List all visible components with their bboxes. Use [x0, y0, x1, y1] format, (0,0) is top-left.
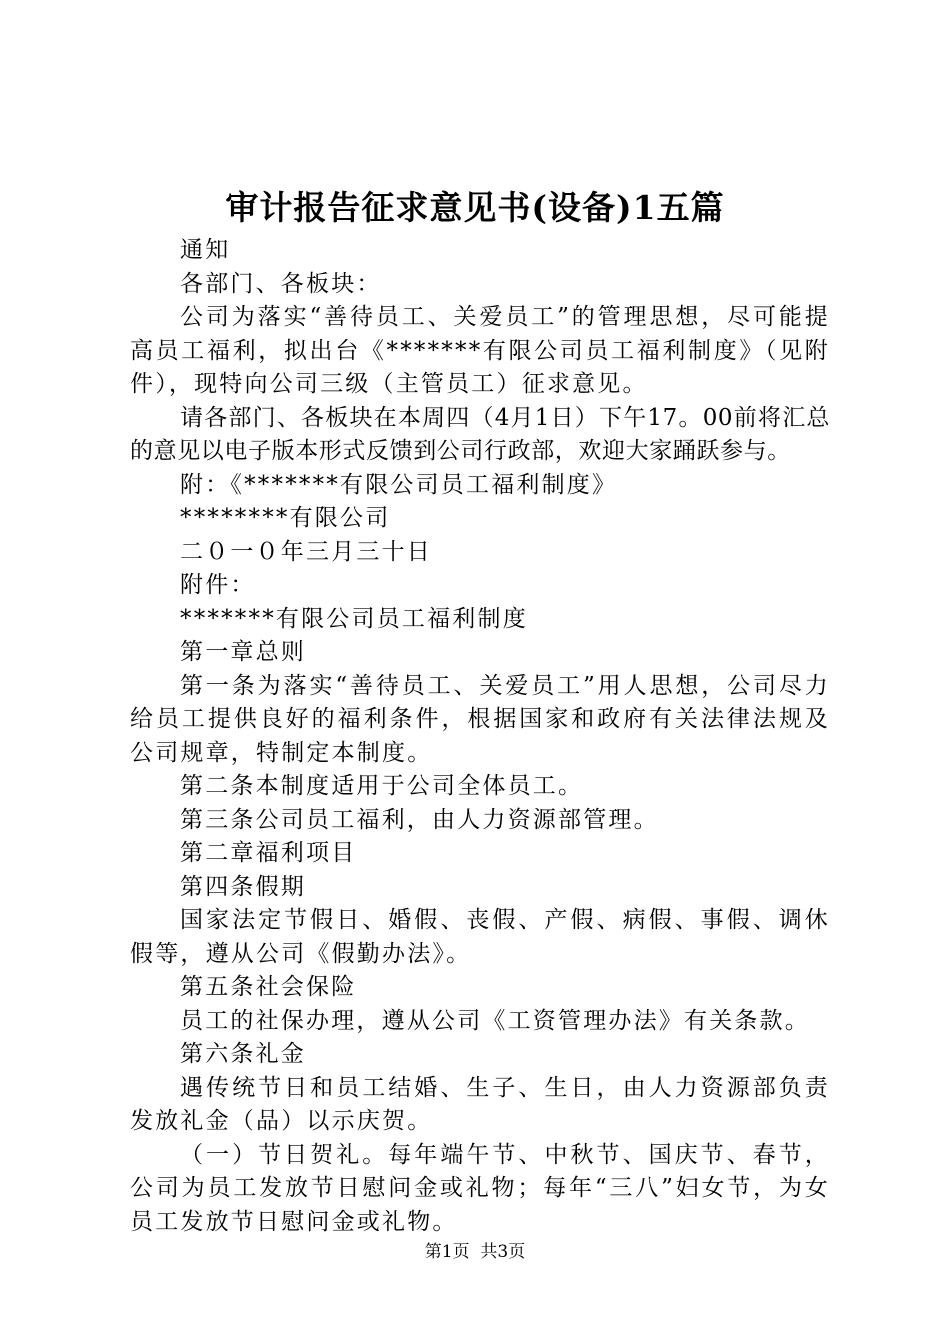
paragraph-attachment-title: *******有限公司员工福利制度	[180, 605, 528, 632]
page-number-footer: 第1页 共3页	[424, 1242, 526, 1262]
article-paragraph: 国家法定节假日、婚假、丧假、产假、病假、事假、调休假等，遵从公司《假勤办法》。	[130, 907, 830, 967]
article-paragraph: 第三条公司员工福利，由人力资源部管理。	[180, 806, 659, 833]
paragraph-attachment-ref: 附：《*******有限公司员工福利制度》	[180, 471, 618, 498]
article-heading: 第六条礼金	[180, 1041, 306, 1067]
article-paragraph: 员工的社保办理，遵从公司《工资管理办法》有关条款。	[180, 1007, 810, 1034]
article-paragraph: 遇传统节日和员工结婚、生子、生日，由人力资源部负责发放礼金（品）以示庆贺。	[130, 1074, 830, 1134]
paragraph-signature-date: 二０一０年三月三十日	[180, 538, 432, 565]
document-body	[130, 234, 830, 1239]
paragraph: 公司为落实“善待员工、关爱员工”的管理思想，尽可能提高员工福利，拟出台《*******有限公司员工福利制度》（见附件），现特向公司三级（主管员工）征求意见。	[130, 304, 830, 397]
paragraph-signature-company: ********有限公司	[180, 505, 391, 531]
article-heading: 第四条假期	[180, 873, 306, 900]
paragraph: 请各部门、各板块在本周四（4月1日）下午17。00前将汇总的意见以电子版本形式反馈到公司行政部，欢迎大家踊跃参与。	[130, 404, 830, 464]
chapter-heading: 第一章总则	[180, 639, 306, 665]
paragraph-attachment-label: 附件：	[180, 572, 256, 598]
article-paragraph: 第二条本制度适用于公司全体员工。	[180, 773, 584, 799]
paragraph-salutation: 各部门、各板块：	[180, 270, 382, 297]
document-title: 审计报告征求意见书(设备)1五篇	[225, 188, 725, 227]
article-paragraph: （一）节日贺礼。每年端午节、中秋节、国庆节、春节，公司为员工发放节日慰问金或礼物；每年“三八”妇女节，为女员工发放节日慰问金或礼物。	[130, 1141, 830, 1235]
paragraph-notice: 通知	[180, 237, 231, 263]
article-paragraph: 第一条为落实“善待员工、关爱员工”用人思想，公司尽力给员工提供良好的福利条件，根据国家和政府有关法律法规及公司规章，特制定本制度。	[130, 672, 830, 766]
article-heading: 第五条社会保险	[180, 974, 357, 1000]
chapter-heading: 第二章福利项目	[180, 840, 357, 866]
